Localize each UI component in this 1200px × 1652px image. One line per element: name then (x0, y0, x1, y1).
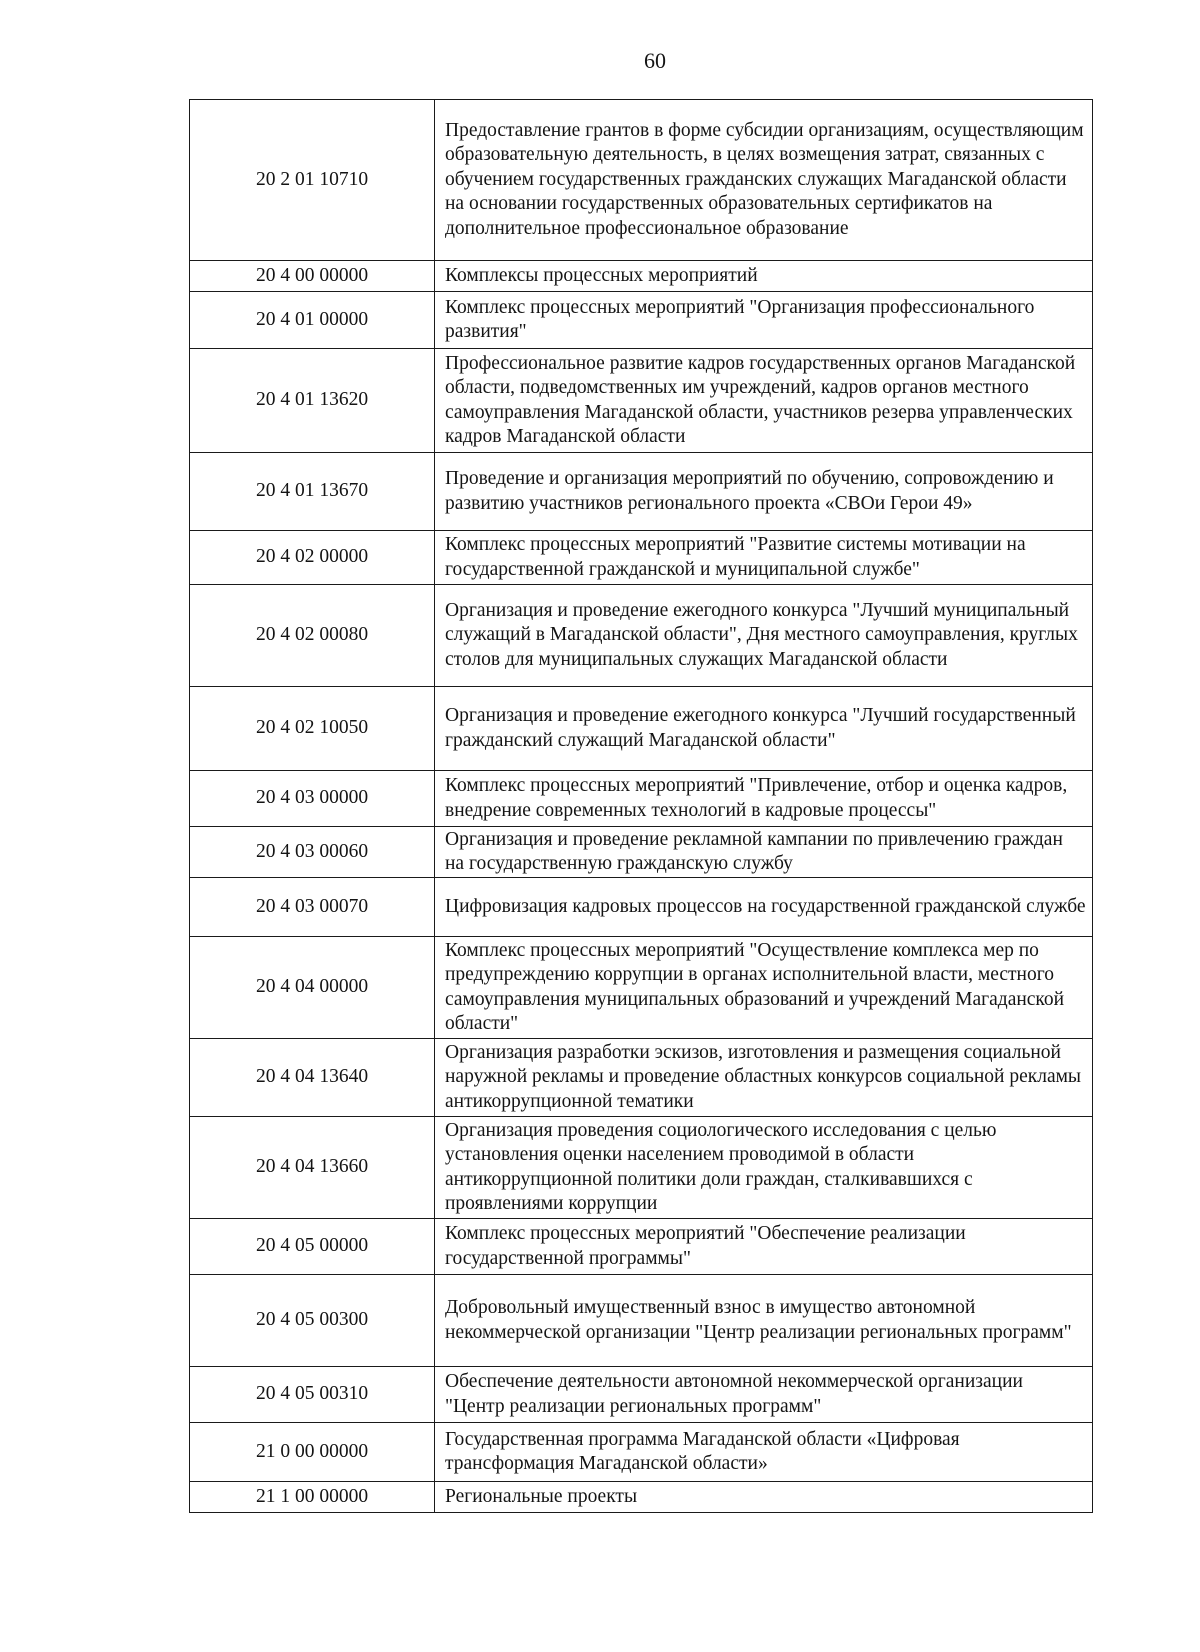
description-cell: Обеспечение деятельности автономной некоммерческой организации "Центр реализации региональных программ" (435, 1367, 1093, 1423)
code-cell: 21 0 00 00000 (190, 1423, 435, 1482)
code-cell: 21 1 00 00000 (190, 1482, 435, 1513)
description-cell: Организация и проведение ежегодного конкурса "Лучший муниципальный служащий в Магаданской области", Дня местного самоуправления, круглых столов для муниципальных служащих Магаданской области (435, 585, 1093, 687)
description-cell: Комплекс процессных мероприятий "Привлечение, отбор и оценка кадров, внедрение современных технологий в кадровые процессы" (435, 771, 1093, 827)
table-row (190, 453, 1093, 531)
code-cell: 20 4 03 00060 (190, 827, 435, 878)
description-cell: Государственная программа Магаданской области «Цифровая трансформация Магаданской области» (435, 1423, 1093, 1482)
table-row (190, 1275, 1093, 1367)
table-row (190, 585, 1093, 687)
code-cell: 20 4 04 13640 (190, 1039, 435, 1117)
code-cell: 20 4 05 00300 (190, 1275, 435, 1367)
code-cell: 20 4 00 00000 (190, 261, 435, 292)
description-cell: Комплексы процессных мероприятий (435, 261, 1093, 292)
code-cell: 20 4 05 00310 (190, 1367, 435, 1423)
budget-code-table (189, 99, 1093, 1513)
code-cell: 20 4 02 00080 (190, 585, 435, 687)
description-cell: Комплекс процессных мероприятий "Осуществление комплекса мер по предупреждению коррупции в органах исполнительной власти, местного самоуправления муниципальных образований и учреждений Магаданской области" (435, 937, 1093, 1039)
description-cell: Проведение и организация мероприятий по обучению, сопровождению и развитию участников регионального проекта «СВОи Герои 49» (435, 453, 1093, 531)
table-row (190, 1219, 1093, 1275)
table-row (190, 292, 1093, 349)
code-cell: 20 4 04 13660 (190, 1117, 435, 1219)
table-row (190, 1367, 1093, 1423)
description-cell: Добровольный имущественный взнос в имущество автономной некоммерческой организации "Центр реализации региональных программ" (435, 1275, 1093, 1367)
table-row (190, 1423, 1093, 1482)
table-row (190, 1117, 1093, 1219)
code-cell: 20 4 02 10050 (190, 687, 435, 771)
page-number: 60 (644, 48, 666, 73)
table-row (190, 937, 1093, 1039)
table-row (190, 687, 1093, 771)
table-row (190, 100, 1093, 261)
description-cell: Предоставление грантов в форме субсидии организациям, осуществляющим образовательную деятельность, в целях возмещения затрат, связанных с обучением государственных гражданских служащих Магаданской области на основании государственных образовательных сертификатов на дополнительное профессиональное образование (435, 100, 1093, 261)
code-cell: 20 4 02 00000 (190, 531, 435, 585)
description-cell: Организация разработки эскизов, изготовления и размещения социальной наружной рекламы и проведение областных конкурсов социальной рекламы антикоррупционной тематики (435, 1039, 1093, 1117)
code-cell: 20 4 01 13670 (190, 453, 435, 531)
table-row (190, 531, 1093, 585)
code-cell: 20 4 03 00000 (190, 771, 435, 827)
code-cell: 20 4 01 00000 (190, 292, 435, 349)
table-row (190, 261, 1093, 292)
description-cell: Организация проведения социологического исследования с целью установления оценки населением проводимой в области антикоррупционной политики доли граждан, сталкивавшихся с проявлениями коррупции (435, 1117, 1093, 1219)
table-row (190, 878, 1093, 937)
code-cell: 20 4 01 13620 (190, 349, 435, 453)
table-row (190, 1482, 1093, 1513)
description-cell: Организация и проведение ежегодного конкурса "Лучший государственный гражданский служащий Магаданской области" (435, 687, 1093, 771)
code-cell: 20 4 04 00000 (190, 937, 435, 1039)
code-cell: 20 2 01 10710 (190, 100, 435, 261)
description-cell: Региональные проекты (435, 1482, 1093, 1513)
description-cell: Комплекс процессных мероприятий "Организация профессионального развития" (435, 292, 1093, 349)
description-cell: Комплекс процессных мероприятий "Обеспечение реализации государственной программы" (435, 1219, 1093, 1275)
description-cell: Цифровизация кадровых процессов на государственной гражданской службе (435, 878, 1093, 937)
description-cell: Комплекс процессных мероприятий "Развитие системы мотивации на государственной гражданской и муниципальной службе" (435, 531, 1093, 585)
description-cell: Организация и проведение рекламной кампании по привлечению граждан на государственную гражданскую службу (435, 827, 1093, 878)
description-cell: Профессиональное развитие кадров государственных органов Магаданской области, подведомственных им учреждений, кадров органов местного самоуправления Магаданской области, участников резерва управленческих кадров Магаданской области (435, 349, 1093, 453)
code-cell: 20 4 03 00070 (190, 878, 435, 937)
table-row (190, 771, 1093, 827)
code-cell: 20 4 05 00000 (190, 1219, 435, 1275)
table-row (190, 349, 1093, 453)
table-row (190, 827, 1093, 878)
table-row (190, 1039, 1093, 1117)
